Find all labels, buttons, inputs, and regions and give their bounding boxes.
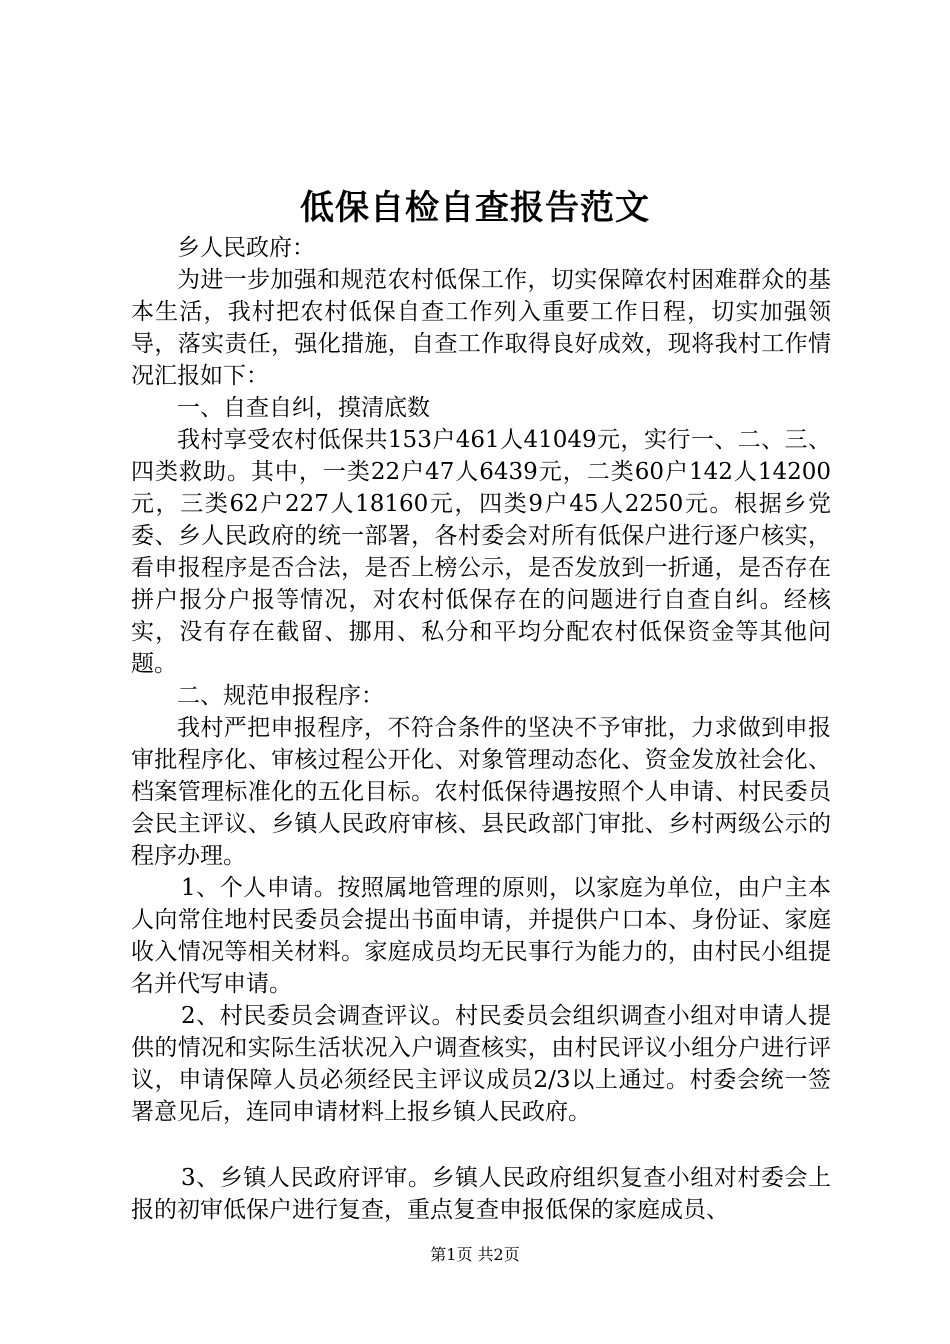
section-1-paragraph: 我村享受农村低保共153户461人41049元，实行一、二、三、四类救助。其中，一类22户47人6439元，二类60户142人14200元，三类62户227人18160元，四类9户45人2250元。根据乡党委、乡人民政府的统一部署，各村委会对所有低保户进行逐户核实，看申报程序是否合法，是否上榜公示，是否发放到一折通，是否存在拼户报分户报等情况，对农村低保存在的问题进行自查自纠。经核实，没有存在截留、挪用、私分和平均分配农村低保资金等其他问题。 [131,427,831,677]
page-footer: 第1页 共2页 [430,1245,520,1264]
section-heading-1: 一、自查自纠，摸清底数 [177,395,430,421]
section-heading-2: 二、规范申报程序： [177,683,384,709]
document-body [131,232,831,1226]
section-2-paragraph: 我村严把申报程序，不符合条件的坚决不予审批，力求做到申报审批程序化、审核过程公开化、对象管理动态化、资金发放社会化、档案管理标准化的五化目标。农村低保待遇按照个人申请、村民委员会民主评议、乡镇人民政府审核、县民政部门审批、乡村两级公示的程序办理。 [131,715,831,869]
step-2-paragraph: 2、村民委员会调查评议。村民委员会组织调查小组对申请人提供的情况和实际生活状况入户调查核实，由村民评议小组分户进行评议，申请保障人员必须经民主评议成员2/3以上通过。村委会统一签署意见后，连同申请材料上报乡镇人民政府。 [131,1003,831,1125]
step-1-paragraph: 1、个人申请。按照属地管理的原则，以家庭为单位，由户主本人向常住地村民委员会提出书面申请，并提供户口本、身份证、家庭收入情况等相关材料。家庭成员均无民事行为能力的，由村民小组提名并代写申请。 [131,875,831,997]
intro-paragraph: 为进一步加强和规范农村低保工作，切实保障农村困难群众的基本生活，我村把农村低保自查工作列入重要工作日程，切实加强领导，落实责任，强化措施，自查工作取得良好成效，现将我村工作情况汇报如下： [131,267,831,389]
salutation: 乡人民政府： [177,235,315,261]
step-3-paragraph: 3、乡镇人民政府评审。乡镇人民政府组织复查小组对村委会上报的初审低保户进行复查，重点复查申报低保的家庭成员、 [131,1165,831,1223]
document-title: 低保自检自查报告范文 [300,188,650,228]
